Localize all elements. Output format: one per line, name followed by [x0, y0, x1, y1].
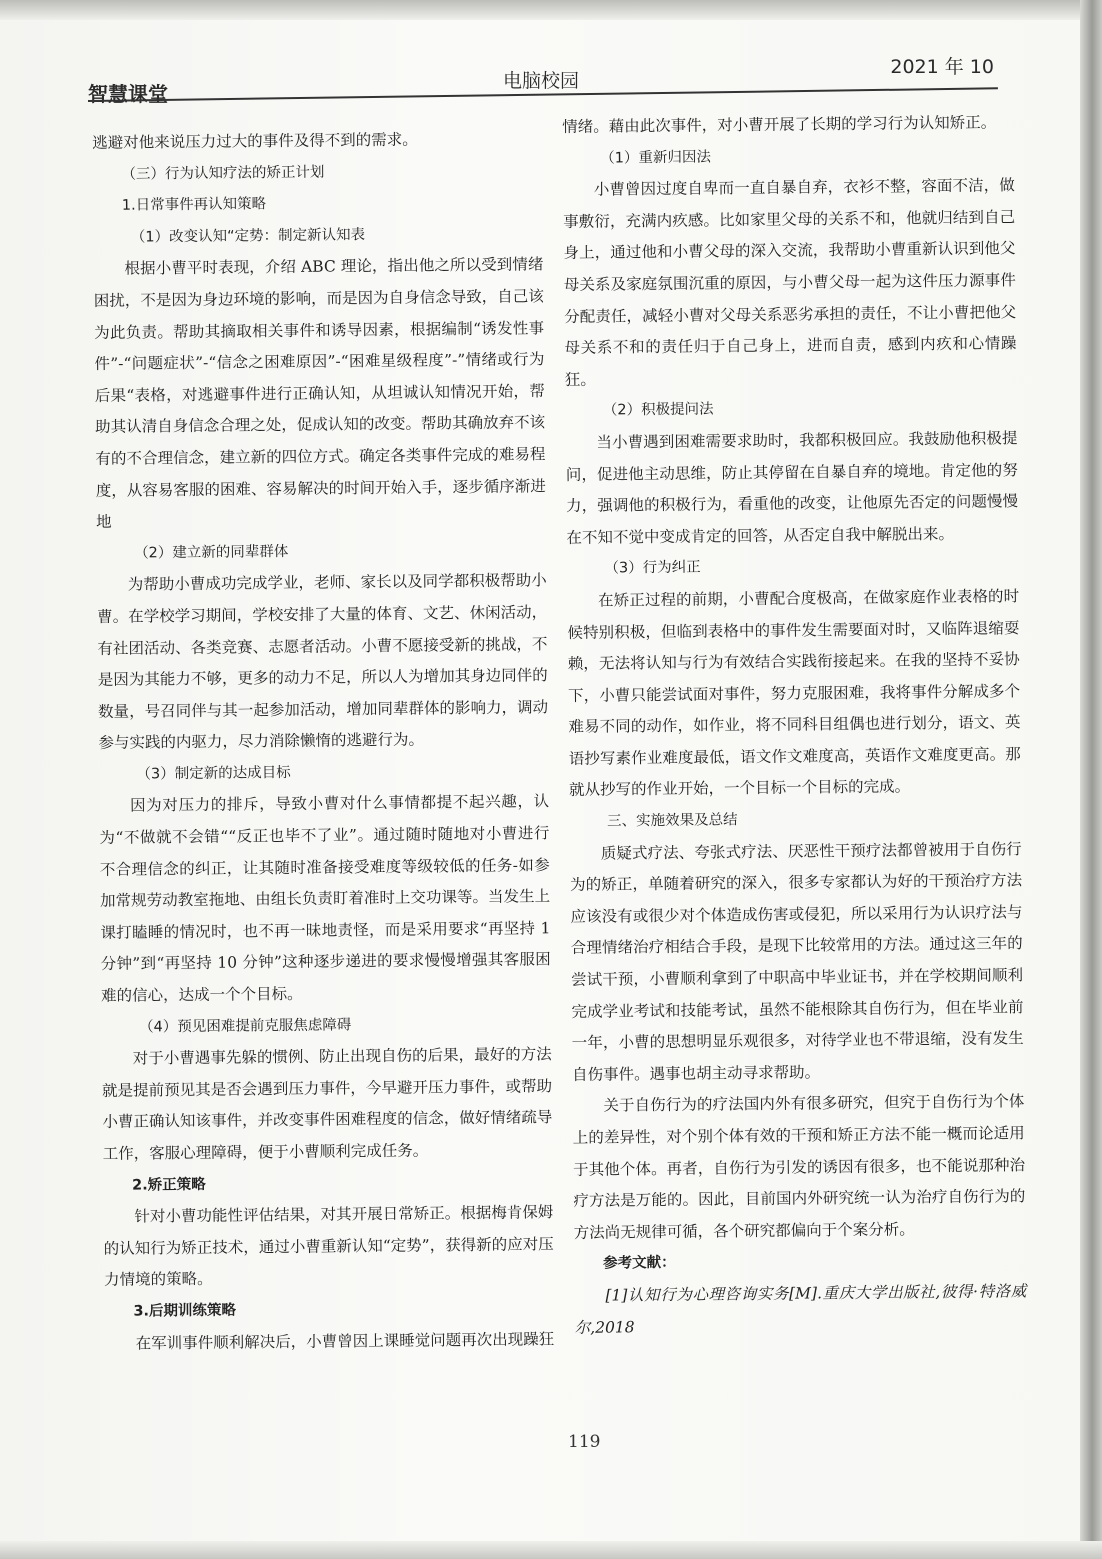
body-paragraph: 情绪。藉由此次事件，对小曹开展了长期的学习行为认知矫正。 — [562, 113, 997, 136]
body-paragraph: 针对小曹功能性评估结果，对其开展日常矫正。根据梅肯保姆的认知行为矫正技术，通过小曹重新认知“定势”，获得新的应对压力情境的策略。 — [103, 1203, 554, 1290]
body-paragraph: 质疑式疗法、夸张式疗法、厌恶性干预疗法都曾被用于自伤行为的矫正，单随着研究的深入，很多专家都认为好的干预治疗方法应该没有或很少对个体造成伤害或侵犯，所以采用行为认识疗法与合理情绪治疗相结合手段，是现下比较常用的方法。通过这三年的尝试干预，小曹顺利拿到了中职高中毕业证书，并在学校期间顺利完成学业考试和技能考试，虽然不能根除其自伤行为，但在毕业前一年，小曹的思想明显乐观很多，对待学业也不带退缩，没有发生自伤事件。遇事也胡主动寻求帮助。 — [570, 839, 1024, 1084]
section-heading: （2）积极提问法 — [602, 401, 714, 419]
section-heading: 参考文献： — [602, 1255, 676, 1273]
scan-bottom-edge — [0, 1541, 1102, 1559]
section-heading: 1.日常事件再认知策略 — [121, 196, 267, 214]
header-journal-title: 电脑校园 — [503, 70, 580, 92]
section-heading: 3.后期训练策略 — [133, 1302, 237, 1320]
section-heading: 2.矫正策略 — [131, 1176, 206, 1194]
section-heading: （3）制定新的达成目标 — [136, 764, 291, 783]
body-paragraph: 在军训事件顺利解决后，小曹曾因上课睡觉问题再次出现躁狂 — [135, 1329, 555, 1353]
left-column — [92, 123, 555, 1360]
body-paragraph: 关于自伤行为的疗法国内外有很多研究，但究于自伤行为个体上的差异性，对个别个体有效的干预和矫正方法不能一概而论适用于其他个体。再者，自伤行为引发的诱因有很多，也不能说那种治疗方法是万能的。因此，目前国内外研究统一认为治疗自伤行为的方法尚无规律可循，各个研究都偏向于个案分析。 — [572, 1092, 1026, 1242]
header-section-title: 智慧课堂 — [88, 82, 168, 106]
section-heading: （1）重新归因法 — [600, 149, 711, 167]
reference-entry: [1]认知行为心理咨询实务[M].重庆大学出版社,彼得·特洛威尔,2018 — [574, 1282, 1027, 1337]
section-heading: （4）预见困难提前克服焦虑障碍 — [139, 1016, 352, 1036]
section-heading: （3）行为纠正 — [604, 559, 701, 577]
section-heading: （1）改变认知“定势：制定新认知表 — [130, 226, 366, 246]
body-paragraph: 小曹曾因过度自卑而一直自暴自弃，衣衫不整，容面不洁，做事敷衍，充满内疚感。比如家里父母的关系不和，他就归结到自己身上，通过他和小曹父母的深入交流，我帮助小曹重新认识到他父母关系及家庭氛围沉重的原因，与小曹父母一起为这件压力源事件分配责任，减轻小曹对父母关系恶劣承担的责任，不让小曹把他父母关系不和的责任归于自己身上，进而自责，感到内疚和心情躁狂。 — [563, 176, 1017, 389]
body-paragraph: 为帮助小曹成功完成学业，老师、家长以及同学都积极帮助小曹。在学校学习期间，学校安排了大量的体育、文艺、休闲活动，有社团活动、各类竞赛、志愿者活动。小曹不愿接受新的挑战，不是因为其能力不够，更多的动力不足，所以人为增加其身边同伴的数量，号召同伴与其一起参加活动，增加同辈群体的影响力，调动参与实践的内驱力，尽力消除懒惰的逃避行为。 — [97, 571, 549, 753]
body-paragraph: 根据小曹平时表现，介绍 ABC 理论，指出他之所以受到情绪困扰，不是因为身边环境的影响，而是因为自身信念导致，自己该为此负责。帮助其摘取相关事件和诱导因素，根据编制“诱发性事件”-“问题症状”-“信念之困难原因”-“困难星级程度”-”情绪或行为后果“表格，对逃避事件进行正确认知，从坦诚认知情况开始，帮助其认清自身信念合理之处，促成认知的改变。帮助其确放弃不该有的不合理信念，建立新的四位方式。确定各类事件完成的难易程度，从容易客服的困难、容易解决的时间开始入手，逐步循序渐进地 — [93, 255, 546, 532]
section-heading: （2）建立新的同辈群体 — [134, 543, 289, 562]
scan-right-edge — [1080, 0, 1102, 1559]
body-paragraph: 逃避对他来说压力过大的事件及得不到的需求。 — [92, 130, 418, 152]
body-paragraph: 对于小曹遇事先躲的惯例、防止出现自伤的后果，最好的方法就是提前预见其是否会遇到压力事件，今早避开压力事件，或帮助小曹正确认知该事件，并改变事件困难程度的信念，做好情绪疏导工作，客服心理障碍，便于小曹顺利完成任务。 — [101, 1045, 553, 1163]
section-heading: （三）行为认知疗法的矫正计划 — [121, 164, 325, 183]
body-paragraph: 当小曹遇到困难需要求助时，我都积极回应。我鼓励他积极提问，促进他主动思维，防止其停留在自暴自弃的境地。肯定他的努力，强调他的积极行为，看重他的改变，让他原先否定的问题慢慢在不知不觉中变成肯定的回答，从否定自我中解脱出来。 — [565, 429, 1019, 547]
body-paragraph: 在矫正过程的前期，小曹配合度极高，在做家庭作业表格的时候特别积极，但临到表格中的事件发生需要面对时，又临阵退缩耍赖，无法将认知与行为有效结合实践衔接起来。在我的坚持不妥协下，小曹只能尝试面对事件，努力克服困难，我将事件分解成多个难易不同的动作，如作业，将不同科目组偶也进行划分，语文、英语抄写素作业难度最低，语文作文难度高，英语作文难度更高。那就从抄写的作业开始，一个目标一个目标的完成。 — [567, 587, 1021, 800]
body-paragraph: 因为对压力的排斥，导致小曹对什么事情都提不起兴趣，认为“不做就不会错““反正也毕不了业”。通过随时随地对小曹进行不合理信念的纠正，让其随时准备接受难度等级较低的任务-如参加常规劳动教室拖地、由组长负责盯着准时上交功课等。当发生上课打瞌睡的情况时，也不再一昧地责怪，而是采用要求“再坚持 1 分钟”到“再坚持 10 分钟”这种逐步递进的要求慢慢增强其客服困难的信心，达成一个个目标。 — [99, 792, 551, 1005]
scan-top-edge — [0, 0, 1102, 20]
section-heading: 三、实施效果及总结 — [607, 812, 738, 830]
right-column — [562, 107, 1027, 1344]
header-issue-date: 2021 年 10 — [890, 56, 994, 78]
page-number: 119 — [568, 1432, 601, 1452]
